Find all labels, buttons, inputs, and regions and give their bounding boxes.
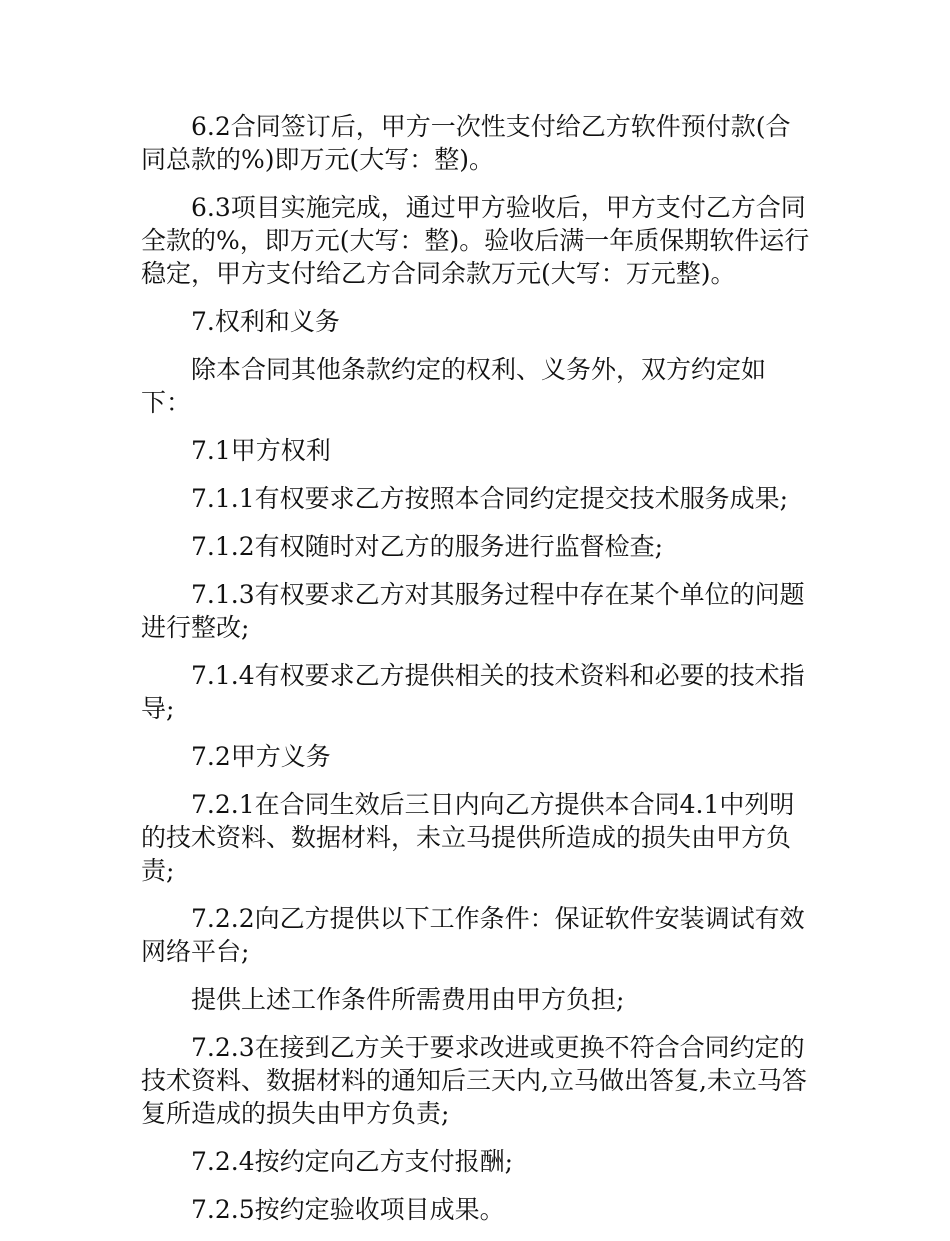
section-7-heading: 7.权利和义务 — [191, 307, 340, 336]
clause-7-1-3: 7.1.3有权要求乙方对其服务过程中存在某个单位的问题进行整改; — [141, 580, 805, 642]
clause-7-2-4: 7.2.4按约定向乙方支付报酬; — [191, 1147, 514, 1176]
clause-7-1-1: 7.1.1有权要求乙方按照本合同约定提交技术服务成果; — [191, 484, 789, 513]
clause-7-2-5: 7.2.5按约定验收项目成果。 — [191, 1195, 505, 1224]
clause-7-2-2-cost: 提供上述工作条件所需费用由甲方负担; — [191, 985, 625, 1014]
clause-7-1-4: 7.1.4有权要求乙方提供相关的技术资料和必要的技术指导; — [141, 661, 805, 723]
clause-7-2-heading: 7.2甲方义务 — [191, 742, 331, 771]
section-7-intro: 除本合同其他条款约定的权利、义务外，双方约定如下： — [141, 355, 767, 417]
clause-7-1-heading: 7.1甲方权利 — [191, 436, 331, 465]
clause-7-2-3: 7.2.3在接到乙方关于要求改进或更换不符合合同约定的技术资料、数据材料的通知后三天内,立马做出答复,未立马答复所造成的损失由甲方负责; — [141, 1033, 807, 1128]
clause-7-2-1: 7.2.1在合同生效后三日内向乙方提供本合同4.1中列明的技术资料、数据材料，未立马提供所造成的损失由甲方负责; — [141, 790, 795, 885]
clause-6-3: 6.3项目实施完成，通过甲方验收后，甲方支付乙方合同全款的%，即万元(大写：整)。验收后满一年质保期软件运行稳定，甲方支付给乙方合同余款万元(大写：万元整)。 — [141, 193, 810, 288]
clause-7-1-2: 7.1.2有权随时对乙方的服务进行监督检查; — [191, 532, 664, 561]
clause-7-2-2: 7.2.2向乙方提供以下工作条件：保证软件安装调试有效网络平台; — [141, 904, 805, 966]
clause-6-2: 6.2合同签订后，甲方一次性支付给乙方软件预付款(合同总款的%)即万元(大写：整)。 — [141, 112, 791, 174]
document-body — [141, 110, 813, 1241]
